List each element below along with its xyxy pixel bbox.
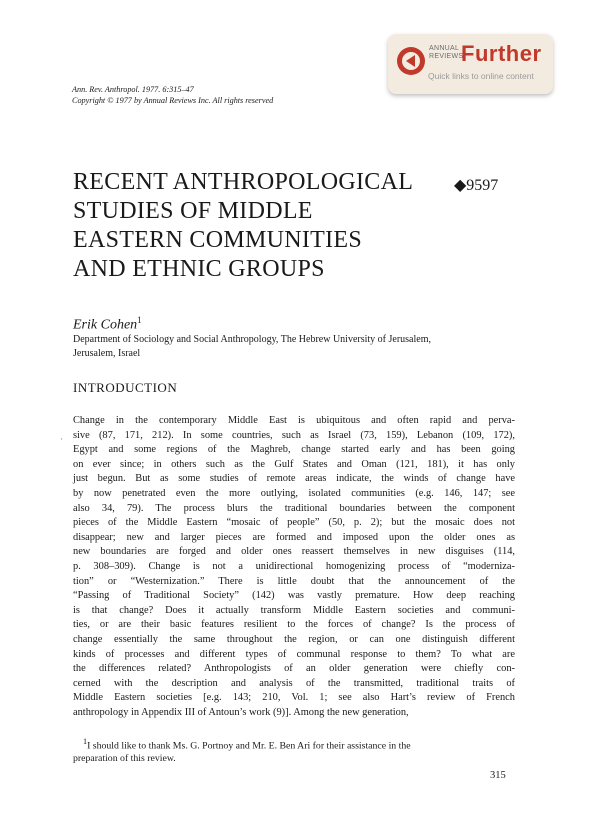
citation-line-1: Ann. Rev. Anthropol. 1977. 6:315–47 [72, 85, 194, 94]
body-line: “Passing of Traditional Society” (142) was vastly premature. How deep reaching [73, 590, 515, 602]
body-line: Middle Eastern societies [e.g. 143; 210, Vol. 1; see also Hart’s review of French [73, 692, 515, 704]
footnote-line [73, 735, 513, 752]
footnote-marker: 1 [137, 315, 142, 325]
article-title [73, 168, 473, 284]
body-line: sive (87, 171, 212). In some countries, such as Israel (73, 159), Lebanon (109, 172), [73, 429, 515, 441]
margin-mark: · [60, 434, 63, 444]
affiliation-line: Jerusalem, Israel [73, 348, 141, 359]
body-line: also 34, 79). The process blurs the traditional boundaries between the component [73, 502, 515, 514]
body-line: just begun. But as some studies of remote areas indicate, the winds of change have [73, 473, 515, 485]
title-line: RECENT ANTHROPOLOGICAL [73, 169, 414, 195]
title-line: EASTERN COMMUNITIES [73, 227, 363, 253]
body-line: by now penetrated even the more outlying, isolated communities (e.g. 146, 147; see [73, 487, 515, 499]
body-line: Change in the contemporary Middle East is ubiquitous and often rapid and perva- [73, 415, 515, 426]
body-line: ties, or are their basic features resilient to the forces of change? Is the process of [73, 619, 515, 631]
body-line: p. 308–309). Change is not a unidirectional homogenizing process of “moderniza- [73, 560, 515, 572]
body-line: is that change? Does it actually transform Middle Eastern societies and communi- [73, 604, 515, 616]
quick-links-text[interactable]: Quick links to online content [428, 71, 534, 81]
page-number: 315 [490, 770, 506, 781]
title-line: AND ETHNIC GROUPS [73, 256, 325, 282]
body-line: Egypt and some regions of the Maghreb, change started early and has been going [73, 444, 515, 456]
annual-reviews-further-banner[interactable] [388, 34, 553, 94]
body-line: kinds of processes and different types of communal response to them? To what are [73, 648, 515, 660]
body-line: anthropology in Appendix III of Antoun’s work (9)]. Among the new generation, [73, 706, 409, 718]
further-wordmark: Further [461, 41, 542, 66]
body-line: cerned with the description and analysis of the transmitted, traditional traits of [73, 677, 515, 689]
footnote-line: preparation of this review. [73, 753, 176, 765]
annual-reviews-wordmark [429, 45, 463, 61]
author-name [73, 315, 142, 334]
copyright-line: Copyright © 1977 by Annual Reviews Inc. All rights reserved [72, 96, 274, 105]
author-name-text: Erik Cohen [73, 317, 138, 333]
body-line: on ever since; in others such as the Gulf States and Oman (121, 181), it has only [73, 458, 515, 470]
article-code: ◆9597 [454, 177, 499, 194]
body-line: new boundaries are forged and older ones reassert themselves in new disguises (114, [73, 546, 515, 558]
affiliation-line: Department of Sociology and Social Anthropology, The Hebrew University of Jerusalem, [73, 334, 431, 345]
further-logo-icon [396, 46, 426, 76]
annual-line: ANNUAL [429, 45, 460, 52]
footnote [73, 735, 513, 765]
body-line: disappear; new and larger pieces are formed and imposed upon the older ones as [73, 531, 515, 543]
reviews-line: REVIEWS [429, 53, 464, 60]
body-line: change essentially the same throughout the region, or can one distinguish different [73, 633, 515, 645]
body-line: the differences related? Anthropologists of an older generation were chiefly con- [73, 663, 515, 675]
footnote-text: I should like to thank Ms. G. Portnoy and Mr. E. Ben Ari for their assistance in the [87, 740, 411, 752]
body-line: pieces of the Middle Eastern “mosaic of people” (50, p. 2); but the mosaic does not [73, 517, 515, 529]
body-paragraph [73, 414, 515, 720]
title-line: STUDIES OF MIDDLE [73, 198, 313, 224]
body-line: tion” or “Westernization.” There is little doubt that the announcement of the [73, 575, 515, 587]
author-affiliation [73, 333, 503, 361]
journal-citation [72, 84, 273, 106]
section-heading: INTRODUCTION [73, 380, 178, 395]
footnote-number: 1 [83, 737, 88, 746]
